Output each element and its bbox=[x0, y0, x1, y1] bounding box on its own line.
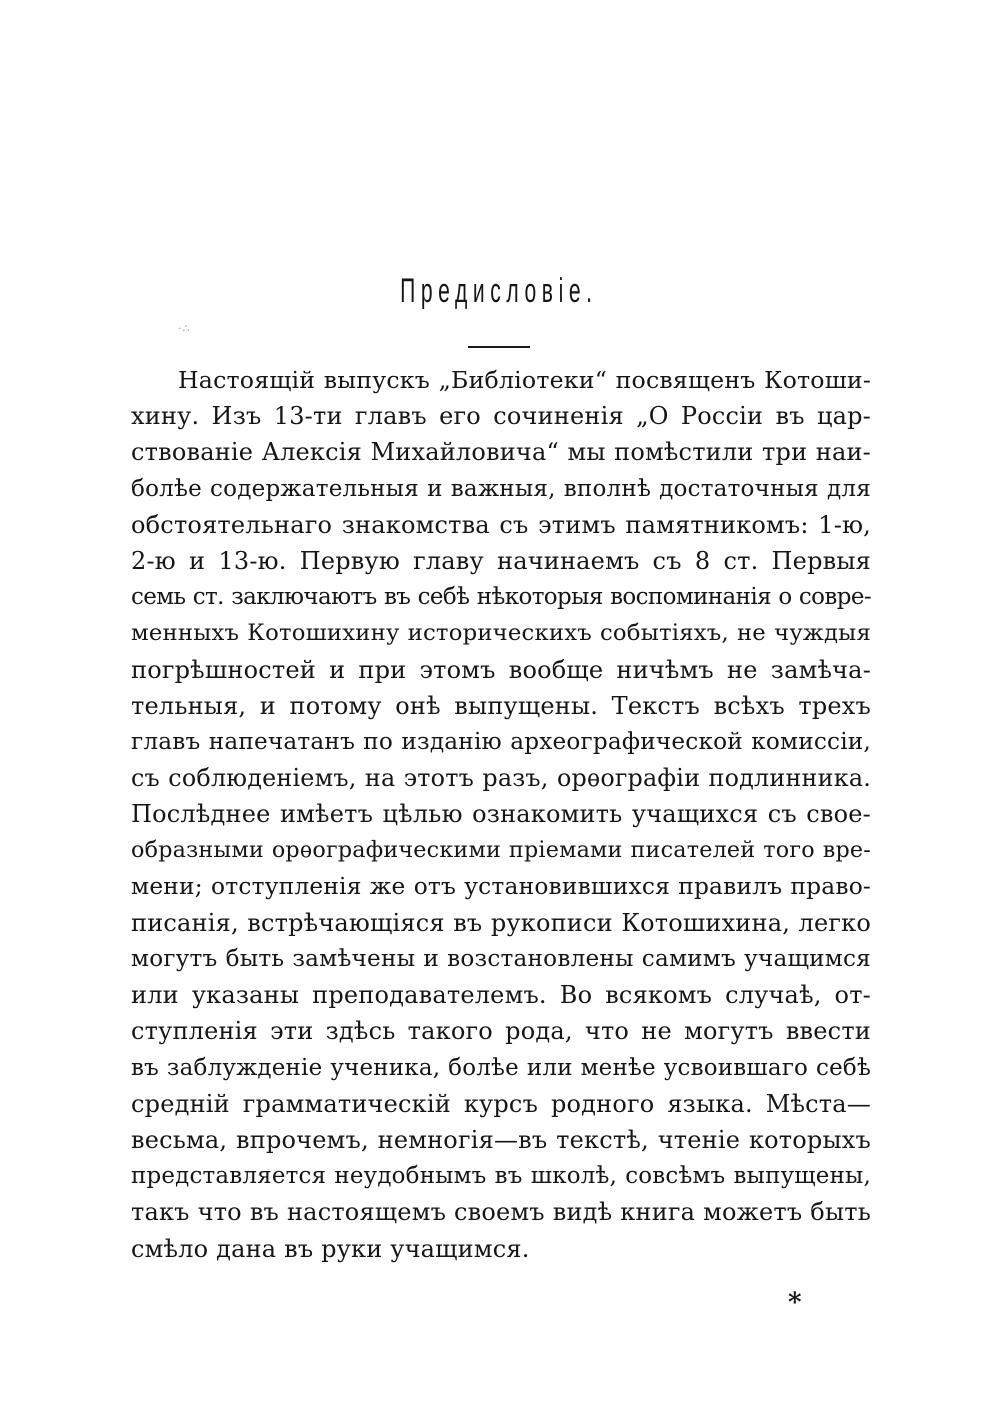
paragraph-line: такъ что въ настоящемъ своемъ видѣ книга можетъ быть bbox=[131, 1198, 871, 1227]
paragraph-line: или указаны преподавателемъ. Во всякомъ случаѣ, от- bbox=[131, 981, 871, 1010]
paragraph-line: ступленія эти здѣсь такого рода, что не могутъ ввести bbox=[131, 1017, 871, 1046]
signature-mark: * bbox=[788, 1288, 802, 1318]
paragraph-line: средній грамматическій курсъ родного языка. Мѣста— bbox=[131, 1089, 871, 1118]
paragraph-line: могутъ быть замѣчены и возстановлены самимъ учащимся bbox=[131, 946, 871, 972]
paragraph-line: погрѣшностей и при этомъ вообще ничѣмъ не замѣча- bbox=[131, 655, 871, 684]
paragraph-line: главъ напечатанъ по изданію археографической комиссіи, bbox=[131, 728, 871, 755]
paragraph-line: хину. Изъ 13-ти главъ его сочиненія „О Россіи въ цар- bbox=[131, 402, 871, 431]
page-heading: Предисловіе. bbox=[400, 272, 598, 310]
scan-speck: ·∴ bbox=[178, 322, 191, 335]
paragraph-line: смѣло дана въ руки учащимся. bbox=[131, 1234, 530, 1263]
paragraph-line: мени; отступленія же отъ установившихся правилъ право- bbox=[131, 872, 871, 900]
paragraph-line: въ заблужденіе ученика, болѣе или менѣе усвоившаго себѣ bbox=[131, 1054, 871, 1081]
paragraph-line: болѣе содержательныя и важныя, вполнѣ достаточныя для bbox=[131, 475, 871, 502]
paragraph-line: ствованіе Алексія Михайловича“ мы помѣстили три наи- bbox=[131, 438, 871, 467]
paragraph-line: образными орѳографическими пріемами писателей того вре- bbox=[131, 837, 871, 864]
paragraph-line: 2-ю и 13-ю. Первую главу начинаемъ съ 8 ст. Первыя bbox=[131, 546, 871, 575]
paragraph-line: Послѣднее имѣетъ цѣлью ознакомить учащихся съ свое- bbox=[131, 800, 871, 829]
preface-paragraph bbox=[131, 362, 871, 1267]
paragraph-line: представляется неудобнымъ въ школѣ, совсѣмъ выпущены, bbox=[131, 1163, 871, 1190]
paragraph-line: менныхъ Котошихину историческихъ событіяхъ, не чуждыя bbox=[131, 620, 871, 647]
paragraph-line: съ соблюденіемъ, на этотъ разъ, орѳографіи подлинника. bbox=[131, 764, 871, 793]
heading-rule bbox=[468, 346, 530, 348]
paragraph-line: тельныя, и потому онѣ выпущены. Текстъ всѣхъ трехъ bbox=[131, 691, 871, 720]
paragraph-line: обстоятельнаго знакомства съ этимъ памятникомъ: 1-ю, bbox=[131, 510, 871, 539]
paragraph-line: Настоящій выпускъ „Библіотеки“ посвященъ Котоши- bbox=[178, 366, 871, 394]
paragraph-line: писанія, встрѣчающіяся въ рукописи Котошихина, легко bbox=[131, 908, 871, 937]
paragraph-line: семь ст. заключаютъ въ себѣ нѣкоторыя воспоминанія о совре- bbox=[131, 584, 871, 611]
paragraph-line: весьма, впрочемъ, немногія—въ текстѣ, чтеніе которыхъ bbox=[131, 1125, 871, 1154]
